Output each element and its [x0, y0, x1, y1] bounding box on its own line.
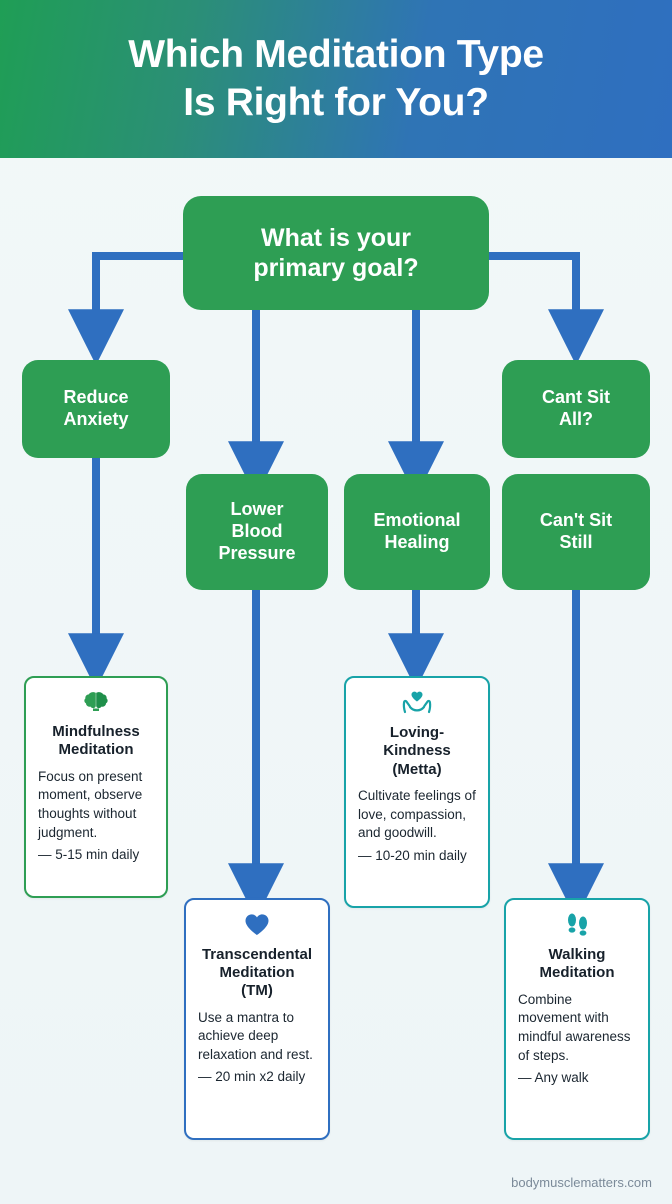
hands-heart-icon	[358, 690, 476, 714]
card-mindfulness-body: Focus on present moment, observe thoughts without judgment.	[38, 768, 143, 840]
footprints-icon	[518, 912, 636, 936]
card-mindfulness-title: Mindfulness Meditation	[52, 723, 140, 759]
card-tm-body: Use a mantra to achieve deep relaxation and rest.	[198, 1009, 313, 1062]
node-reduce-anxiety-line-1: Reduce	[63, 387, 129, 408]
connector-root-to-reduce-anxiety	[96, 256, 183, 330]
node-emotional-healing[interactable]	[344, 474, 490, 590]
card-tm-title: Transcendental Meditation (TM)	[201, 945, 313, 1000]
brain-icon	[38, 690, 154, 713]
node-cant-sit-still-line-1: Can't Sit	[539, 510, 613, 531]
card-loving-kindness[interactable]	[344, 676, 490, 908]
card-walking-title: Walking Meditation	[539, 946, 615, 982]
card-metta-duration: — 10-20 min daily	[358, 847, 467, 863]
card-tm-duration: — 20 min x2 daily	[198, 1069, 306, 1085]
card-walking-body: Combine movement with mindful awareness of steps.	[518, 991, 631, 1063]
connector-root-to-cant-sit	[489, 256, 576, 330]
node-emotional-healing-line-2: Healing	[384, 532, 450, 552]
footer-site-credit: bodymusclematters.com	[511, 1175, 652, 1190]
node-reduce-anxiety-line-2: Anxiety	[63, 409, 129, 429]
node-cant-sit-all[interactable]	[502, 360, 650, 458]
node-lower-bp-line-2: Blood	[231, 521, 283, 542]
node-lower-blood-pressure[interactable]	[186, 474, 328, 590]
page-title-line-1: Which Meditation Type	[128, 33, 544, 77]
node-cant-sit-all-line-2: All?	[558, 409, 593, 429]
card-walking-duration: — Any walk	[518, 1070, 589, 1086]
card-walking-meditation[interactable]	[504, 898, 650, 1140]
node-primary-goal-line-1: What is your	[260, 223, 411, 252]
card-mindfulness-duration: — 5-15 min daily	[38, 847, 140, 863]
node-cant-sit-all-line-1: Cant Sit	[541, 387, 610, 408]
card-metta-title: Loving- Kindness (Metta)	[383, 724, 451, 778]
node-lower-bp-line-3: Pressure	[218, 542, 296, 563]
node-emotional-healing-line-1: Emotional	[373, 510, 461, 531]
node-reduce-anxiety[interactable]	[22, 360, 170, 458]
node-lower-bp-line-1: Lower	[230, 499, 284, 520]
node-primary-goal-line-2: primary goal?	[253, 254, 419, 282]
page-title-line-2: Is Right for You?	[183, 81, 489, 124]
card-mindfulness-meditation[interactable]	[24, 676, 168, 898]
card-metta-body: Cultivate feelings of love, compassion, and goodwill.	[358, 788, 476, 841]
heart-icon	[198, 912, 316, 936]
card-transcendental-meditation[interactable]	[184, 898, 330, 1140]
node-cant-sit-still-line-2: Still	[559, 532, 593, 552]
node-cant-sit-still[interactable]	[502, 474, 650, 590]
node-primary-goal[interactable]	[183, 196, 489, 310]
